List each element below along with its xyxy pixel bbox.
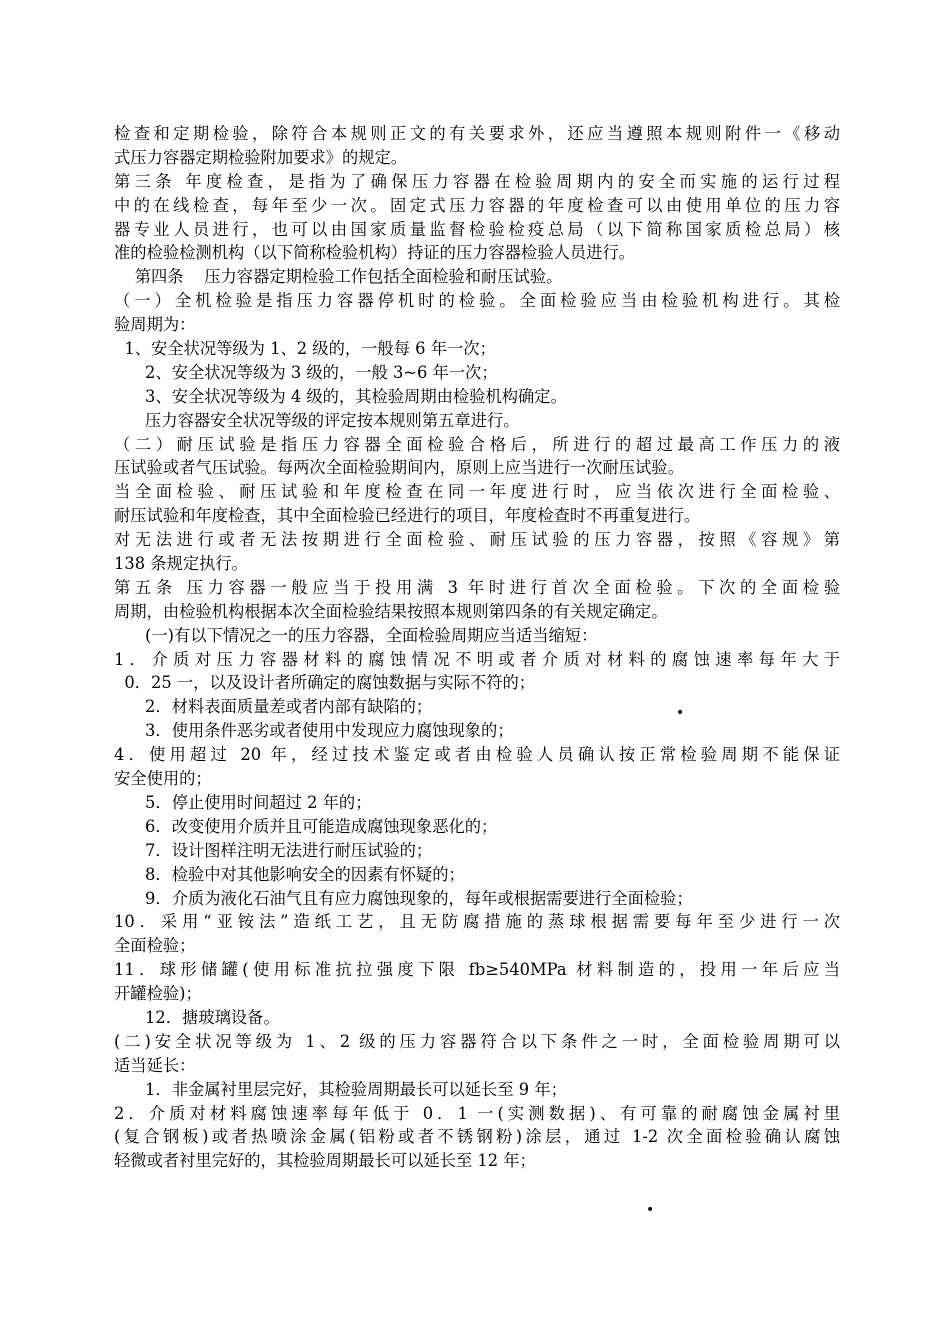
text-line: 当全面检验、耐压试验和年度检查在同一年度进行时，应当依次进行全面检验、 [114,482,840,502]
text-line: 4．使用超过 20 年，经过技术鉴定或者由检验人员确认按正常检验周期不能保证 [114,745,840,765]
text-line: 1．非金属衬里层完好，其检验周期最长可以延长至 9 年； [114,1079,567,1099]
text-line: 9．介质为液化石油气且有应力腐蚀现象的，每年或根据需要进行全面检验； [114,888,693,908]
text-line: 适当延长： [114,1055,196,1075]
text-line: 准的检验检测机构（以下简称检验机构）持证的压力容器检验人员进行。 [114,243,636,263]
text-line: （二）耐压试验是指压力容器全面检验合格后，所进行的超过最高工作压力的液 [114,434,840,454]
bullet-mark: • [676,705,685,721]
text-line: 10．采用“亚铵法”造纸工艺，且无防腐措施的蒸球根据需要每年至少进行一次 [114,912,840,932]
document-body [114,122,840,1173]
text-line: 压力容器安全状况等级的评定按本规则第五章进行。 [114,410,520,430]
text-line: 轻微或者衬里完好的，其检验周期最长可以延长至 12 年； [114,1151,536,1171]
text-line: 6．改变使用介质并且可能造成腐蚀现象恶化的； [114,816,498,836]
text-line: 3、安全状况等级为 4 级的，其检验周期由检验机构确定。 [114,386,567,406]
text-line: 12．搪玻璃设备。 [114,1007,280,1027]
text-line: 第四条 压力容器定期检验工作包括全面检验和耐压试验。 [114,267,563,287]
text-line: 验周期为： [114,315,196,335]
text-line: (复合钢板)或者热喷涂金属(铝粉或者不锈钢粉)涂层，通过 1-2 次全面检验确认腐蚀 [114,1127,840,1147]
text-line: 全面检验； [114,936,196,956]
text-line: 耐压试验和年度检查，其中全面检验已经进行的项目，年度检查时不再重复进行。 [114,506,701,526]
text-line: 中的在线检查，每年至少一次。固定式压力容器的年度检查可以由使用单位的压力容 [114,195,840,215]
text-line: (二)安全状况等级为 1、2 级的压力容器符合以下条件之一时，全面检验周期可以 [114,1031,840,1051]
text-line: (一)有以下情况之一的压力容器，全面检验周期应当适当缩短： [114,625,598,645]
text-line: 0．25 一，以及设计者所确定的腐蚀数据与实际不符的； [114,673,536,693]
text-line: 7．设计图样注明无法进行耐压试验的； [114,840,433,860]
text-line: 周期，由检验机构根据本次全面检验结果按照本规则第四条的有关规定确定。 [114,601,668,621]
text-line: 8．检验中对其他影响安全的因素有怀疑的； [114,864,465,884]
text-line: 5．停止使用时间超过 2 年的； [114,792,372,812]
text-line: 安全使用的； [114,769,212,789]
text-line: 开罐检验)； [114,984,202,1004]
text-line: 压试验或者气压试验。每两次全面检验期间内，原则上应当进行一次耐压试验。 [114,458,684,478]
text-line: 1．介质对压力容器材料的腐蚀情况不明或者介质对材料的腐蚀速率每年大于 [114,649,840,669]
text-line: 式压力容器定期检验附加要求》的规定。 [114,147,408,167]
text-line: （一）全机检验是指压力容器停机时的检验。全面检验应当由检验机构进行。其检 [114,291,840,311]
text-line: 2．材料表面质量差或者内部有缺陷的； [114,697,433,717]
text-line: 器专业人员进行，也可以由国家质量监督检验检疫总局（以下简称国家质检总局）核 [114,219,840,239]
text-line: 2．介质对材料腐蚀速率每年低于 0．1 一(实测数据)、有可靠的耐腐蚀金属衬里 [114,1103,840,1123]
text-line: 1、安全状况等级为 1、2 级的，一般每 6 年一次； [114,339,496,359]
text-line: 2、安全状况等级为 3 级的，一般 3~6 年一次； [114,362,498,382]
text-line: 第五条 压力容器一般应当于投用满 3 年时进行首次全面检验。下次的全面检验 [114,577,840,597]
text-line: 138 条规定执行。 [114,554,248,574]
text-line: 第三条 年度检查，是指为了确保压力容器在检验周期内的安全而实施的运行过程 [114,171,840,191]
text-line: 检查和定期检验，除符合本规则正文的有关要求外，还应当遵照本规则附件一《移动 [114,124,840,143]
bullet-mark: • [646,1202,655,1218]
text-line: 3．使用条件恶劣或者使用中发现应力腐蚀现象的； [114,721,514,741]
text-line: 对无法进行或者无法按期进行全面检验、耐压试验的压力容器，按照《容规》第 [114,530,840,550]
text-line: 11．球形储罐(使用标准抗拉强度下限 fb≥540MPa 材料制造的，投用一年后应当 [114,960,840,980]
